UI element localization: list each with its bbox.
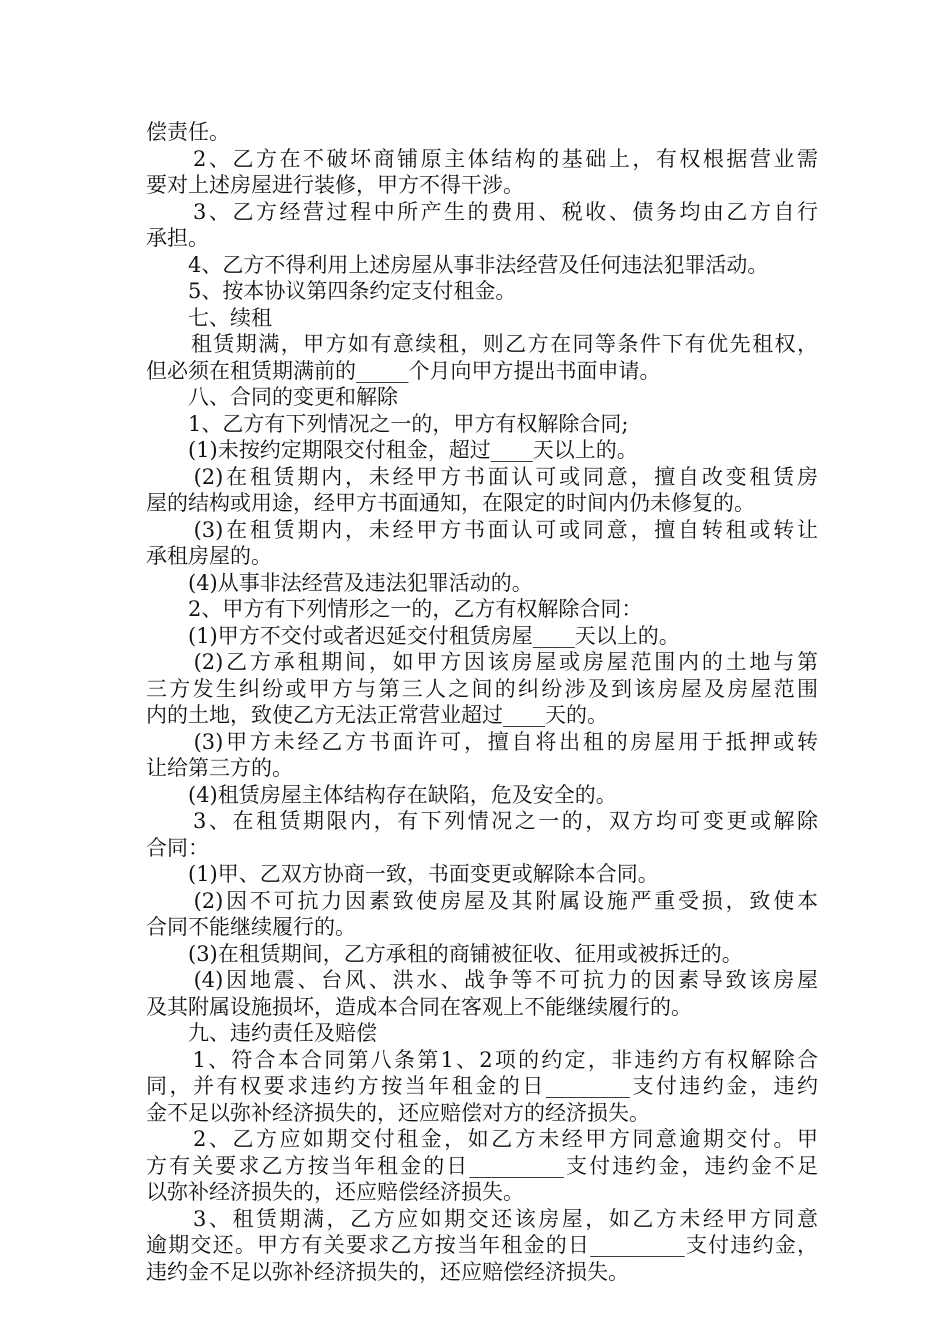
text-line: 3、在租赁期限内，有下列情况之一的，双方均可变更或解除 — [146, 809, 818, 833]
text-line: (4)因地震、台风、洪水、战争等不可抗力的因素导致该房屋 — [146, 968, 818, 992]
text-line: 以弥补经济损失的，还应赔偿经济损失。 — [146, 1180, 524, 1204]
text-line: 承担。 — [146, 226, 209, 250]
text-line: 九、违约责任及赔偿 — [146, 1021, 377, 1045]
document-body — [146, 119, 818, 1285]
text-line: 5、按本协议第四条约定支付租金。 — [146, 279, 517, 303]
text-line: 屋的结构或用途，经甲方书面通知，在限定的时间内仍未修复的。 — [146, 491, 755, 515]
text-line: 合同不能继续履行的。 — [146, 915, 356, 939]
text-line: (1)甲、乙双方协商一致，书面变更或解除本合同。 — [146, 862, 659, 886]
text-line: (2)因不可抗力因素致使房屋及其附属设施严重受损，致使本 — [146, 888, 818, 913]
text-line: (1)未按约定期限交付租金，超过____天以上的。 — [146, 438, 638, 462]
text-line: 要对上述房屋进行装修，甲方不得干涉。 — [146, 173, 524, 197]
text-line: (2)在租赁期内，未经甲方书面认可或同意，擅自改变租赁房 — [146, 464, 818, 489]
text-line: 承租房屋的。 — [146, 544, 272, 568]
text-line: 2、乙方应如期交付租金，如乙方未经甲方同意逾期交付。甲 — [146, 1127, 818, 1151]
text-line: 逾期交还。甲方有关要求乙方按当年租金的日_________支付违约金， — [146, 1233, 818, 1257]
text-line: 2、甲方有下列情形之一的，乙方有权解除合同： — [146, 597, 643, 621]
text-line: 方有关要求乙方按当年租金的日_________支付违约金，违约金不足 — [146, 1153, 818, 1178]
text-line: 租赁期满，甲方如有意续租，则乙方在同等条件下有优先租权， — [146, 332, 818, 356]
text-line: 1、乙方有下列情况之一的，甲方有权解除合同; — [146, 411, 629, 436]
text-line: 八、合同的变更和解除 — [146, 385, 398, 409]
text-line: 内的土地，致使乙方无法正常营业超过____天的。 — [146, 703, 608, 727]
text-line: 合同： — [146, 835, 209, 860]
text-line: 3、租赁期满，乙方应如期交还该房屋，如乙方未经甲方同意 — [146, 1206, 818, 1231]
text-line: 三方发生纠纷或甲方与第三人之间的纠纷涉及到该房屋及房屋范围 — [146, 676, 818, 701]
text-line: 及其附属设施损坏，造成本合同在客观上不能继续履行的。 — [146, 994, 692, 1019]
text-line: (3)在租赁期间，乙方承租的商铺被征收、征用或被拆迁的。 — [146, 941, 743, 966]
text-line: 金不足以弥补经济损失的，还应赔偿对方的经济损失。 — [146, 1100, 650, 1125]
text-line: (2)乙方承租期间，如甲方因该房屋或房屋范围内的土地与第 — [146, 650, 818, 674]
text-line: 4、乙方不得利用上述房屋从事非法经营及任何违法犯罪活动。 — [146, 252, 769, 277]
text-line: 3、乙方经营过程中所产生的费用、税收、债务均由乙方自行 — [146, 199, 818, 224]
text-line: (3)甲方未经乙方书面许可，擅自将出租的房屋用于抵押或转 — [146, 729, 818, 754]
text-line: 违约金不足以弥补经济损失的，还应赔偿经济损失。 — [146, 1259, 629, 1284]
text-line: (3)在租赁期内，未经甲方书面认可或同意，擅自转租或转让 — [146, 517, 818, 542]
text-line: (4)从事非法经营及违法犯罪活动的。 — [146, 570, 533, 595]
text-line: 让给第三方的。 — [146, 756, 293, 780]
text-line: 2、乙方在不破坏商铺原主体结构的基础上，有权根据营业需 — [146, 146, 818, 171]
text-line: 七、续租 — [146, 305, 272, 330]
text-line: 偿责任。 — [146, 120, 230, 144]
text-line: (4)租赁房屋主体结构存在缺陷，危及安全的。 — [146, 782, 617, 807]
text-line: 1、符合本合同第八条第1、2项的约定，非违约方有权解除合 — [146, 1047, 818, 1072]
text-line: 同，并有权要求违约方按当年租金的日________支付违约金，违约 — [146, 1074, 818, 1098]
text-line: (1)甲方不交付或者迟延交付租赁房屋____天以上的。 — [146, 623, 680, 648]
text-line: 但必须在租赁期满前的_____个月向甲方提出书面申请。 — [146, 358, 661, 383]
